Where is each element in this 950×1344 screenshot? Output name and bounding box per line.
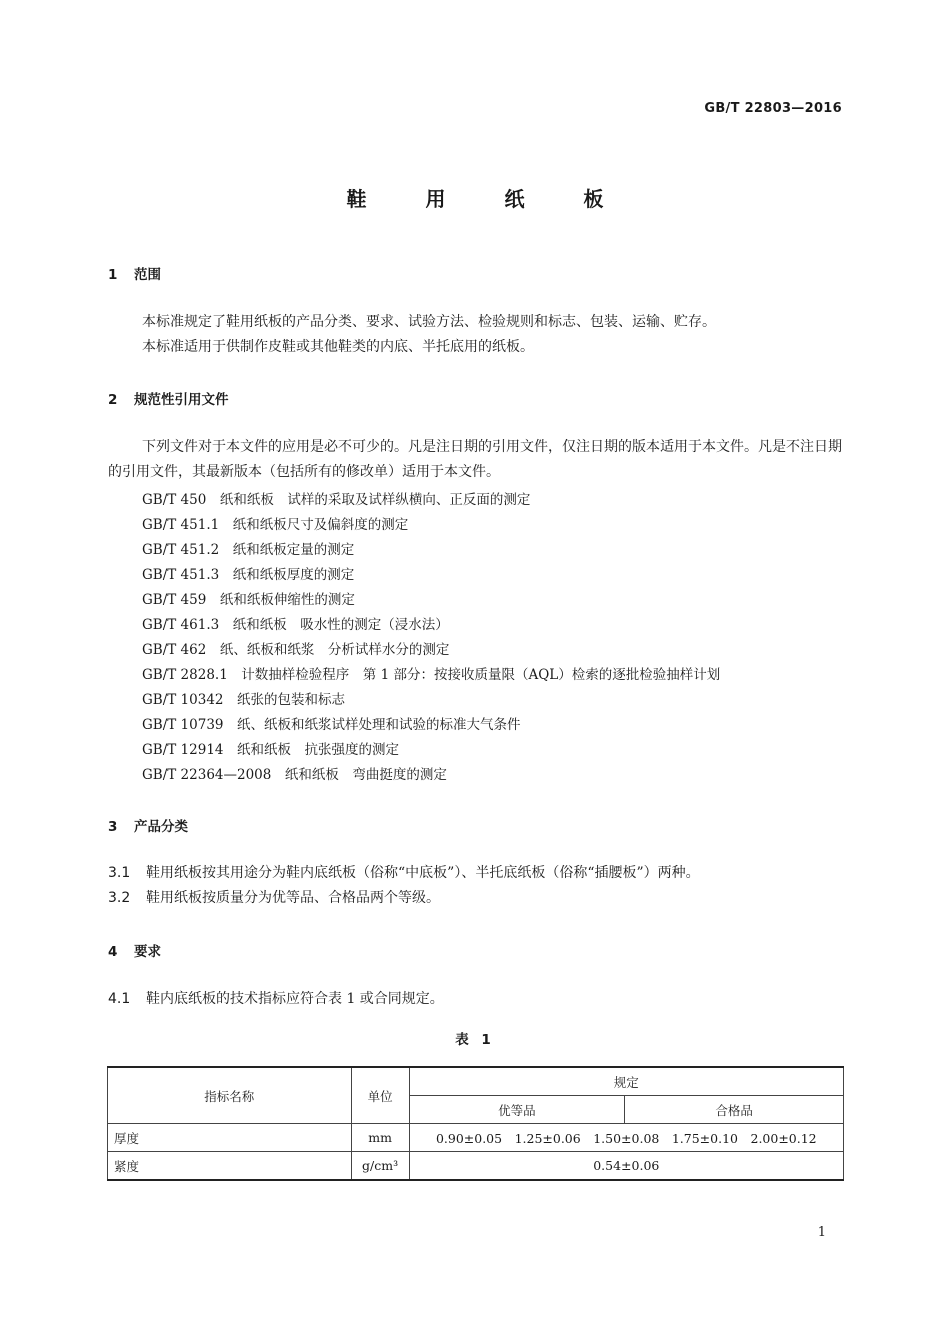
- table-row: [108, 1124, 844, 1152]
- reference-item: GB/T 451.3 纸和纸板厚度的测定: [142, 567, 355, 583]
- row-name: 紧度: [108, 1152, 352, 1181]
- table-header-row: [108, 1067, 844, 1096]
- section-title: 范围: [134, 267, 161, 283]
- scope-paragraph-2: 本标准适用于供制作皮鞋或其他鞋类的内底、半托底用的纸板。: [142, 339, 534, 355]
- reference-item: GB/T 459 纸和纸板伸缩性的测定: [142, 592, 355, 608]
- clause-number: 4.1: [108, 991, 131, 1007]
- clause-text: 鞋用纸板按质量分为优等品、合格品两个等级。: [146, 890, 440, 906]
- clause-text: 鞋内底纸板的技术指标应符合表 1 或合同规定。: [146, 991, 444, 1007]
- document-title: 鞋 用 纸 板: [346, 187, 630, 211]
- header-unit: 单位: [351, 1067, 409, 1124]
- reference-item: GB/T 461.3 纸和纸板 吸水性的测定（浸水法）: [142, 617, 449, 633]
- section-number: 2: [108, 392, 118, 408]
- clause-number: 3.1: [108, 865, 131, 881]
- clause-3-2: [108, 887, 440, 907]
- section-number: 4: [108, 944, 118, 960]
- section-number: 3: [108, 819, 118, 835]
- spec-table: [107, 1066, 844, 1181]
- row-unit: g/cm³: [351, 1152, 409, 1181]
- reference-item: GB/T 451.2 纸和纸板定量的测定: [142, 542, 355, 558]
- page-number: 1: [817, 1225, 826, 1240]
- section-2-heading: [108, 388, 229, 408]
- section-title: 产品分类: [134, 819, 188, 835]
- clause-text: 鞋用纸板按其用途分为鞋内底纸板（俗称“中底板”）、半托底纸板（俗称“插腰板”）两种。: [146, 865, 700, 881]
- reference-item: GB/T 10342 纸张的包装和标志: [142, 692, 345, 708]
- row-name: 厚度: [108, 1124, 352, 1152]
- header-grade-premium: 优等品: [409, 1096, 625, 1124]
- table-row: [108, 1152, 844, 1181]
- reference-item: GB/T 462 纸、纸板和纸浆 分析试样水分的测定: [142, 642, 450, 658]
- clause-3-1: [108, 862, 700, 882]
- reference-item: GB/T 451.1 纸和纸板尺寸及偏斜度的测定: [142, 517, 409, 533]
- header-grade-qualified: 合格品: [625, 1096, 844, 1124]
- section-1-heading: [108, 263, 161, 283]
- header-spec: 规定: [409, 1067, 843, 1096]
- section-3-heading: [108, 815, 188, 835]
- section-number: 1: [108, 267, 118, 283]
- section-4-heading: [108, 940, 161, 960]
- section-title: 规范性引用文件: [134, 392, 229, 408]
- scope-paragraph-1: 本标准规定了鞋用纸板的产品分类、要求、试验方法、检验规则和标志、包装、运输、贮存。: [142, 314, 716, 330]
- section-title: 要求: [134, 944, 161, 960]
- reference-item: GB/T 12914 纸和纸板 抗张强度的测定: [142, 742, 399, 758]
- row-value: 0.54±0.06: [409, 1152, 843, 1181]
- standard-code: GB/T 22803—2016: [704, 101, 842, 116]
- clause-number: 3.2: [108, 890, 131, 906]
- row-value: 0.90±0.05 1.25±0.06 1.50±0.08 1.75±0.10 2.00±0.12: [409, 1124, 843, 1152]
- reference-item: GB/T 10739 纸、纸板和纸浆试样处理和试验的标准大气条件: [142, 717, 521, 733]
- reference-item: GB/T 450 纸和纸板 试样的采取及试样纵横向、正反面的测定: [142, 492, 531, 508]
- header-indicator: 指标名称: [108, 1067, 352, 1124]
- clause-4-1: [108, 988, 444, 1008]
- table-caption: 表 1: [455, 1032, 495, 1048]
- references-intro: 下列文件对于本文件的应用是必不可少的。凡是注日期的引用文件，仅注日期的版本适用于本文件。凡是不注日期的引用文件，其最新版本（包括所有的修改单）适用于本文件。: [108, 439, 842, 480]
- reference-item: GB/T 2828.1 计数抽样检验程序 第 1 部分：按接收质量限（AQL）检索的逐批检验抽样计划: [142, 667, 721, 683]
- row-unit: mm: [351, 1124, 409, 1152]
- reference-item: GB/T 22364—2008 纸和纸板 弯曲挺度的测定: [142, 767, 447, 783]
